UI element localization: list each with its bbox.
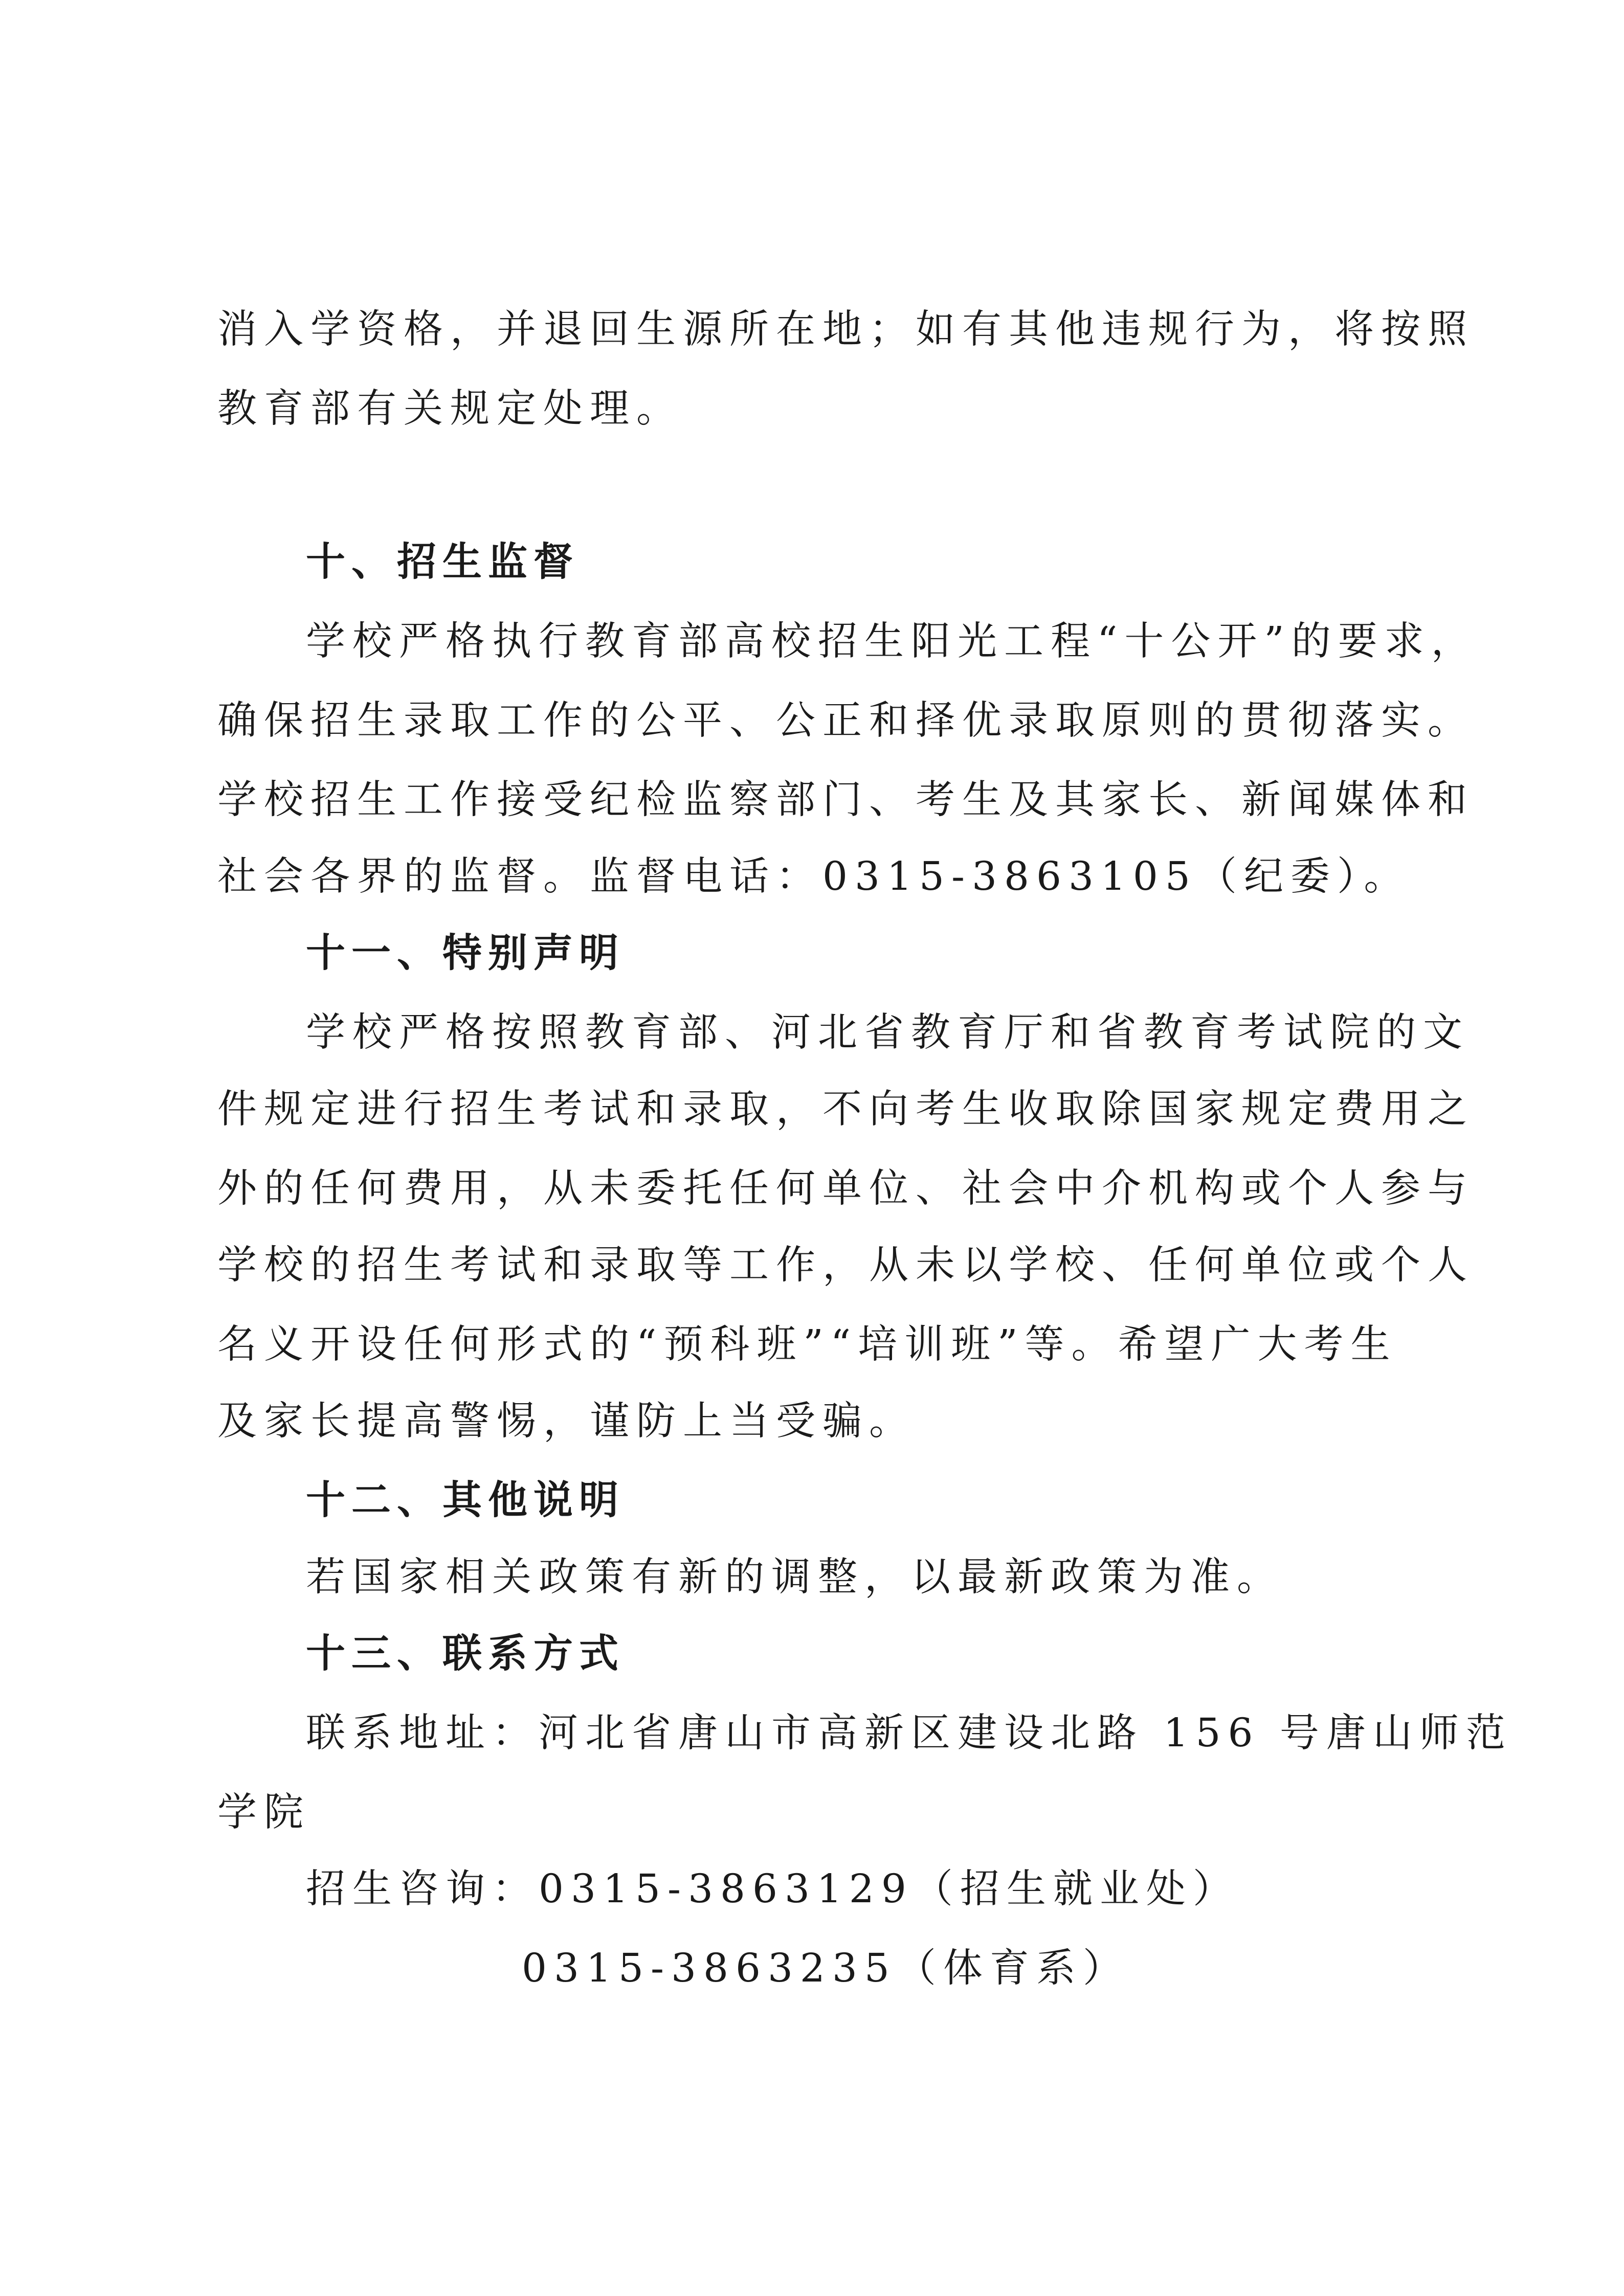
contact-address: 联系地址：河北省唐山市高新区建设北路 156 号唐山师范 bbox=[306, 1710, 1512, 1756]
paragraph-line: 学校严格执行教育部高校招生阳光工程“十公开”的要求， bbox=[306, 619, 1478, 664]
section-heading-other-notes: 十二、其他说明 bbox=[306, 1478, 625, 1523]
section-heading-contact: 十三、联系方式 bbox=[306, 1631, 625, 1677]
paragraph-line: 件规定进行招生考试和录取，不向考生收取除国家规定费用之 bbox=[217, 1087, 1474, 1132]
contact-address-cont: 学院 bbox=[217, 1790, 310, 1835]
paragraph-line: 及家长提高警惕，谨防上当受骗。 bbox=[217, 1399, 916, 1444]
paragraph-line: 消入学资格，并退回生源所在地；如有其他违规行为，将按照 bbox=[217, 307, 1474, 352]
paragraph-line: 若国家相关政策有新的调整，以最新政策为准。 bbox=[306, 1555, 1283, 1600]
section-heading-special-statement: 十一、特别声明 bbox=[306, 931, 625, 976]
contact-phone-pe-dept: 0315-3863235（体育系） bbox=[522, 1946, 1129, 1991]
paragraph-line: 社会各界的监督。监督电话：0315-3863105（纪委）。 bbox=[217, 854, 1411, 899]
paragraph-line: 学校严格按照教育部、河北省教育厅和省教育考试院的文 bbox=[306, 1010, 1470, 1055]
paragraph-line: 外的任何费用，从未委托任何单位、社会中介机构或个人参与 bbox=[217, 1166, 1474, 1211]
paragraph-line: 教育部有关规定处理。 bbox=[217, 386, 683, 432]
paragraph-line: 确保招生录取工作的公平、公正和择优录取原则的贯彻落实。 bbox=[217, 698, 1474, 744]
paragraph-line: 学校招生工作接受纪检监察部门、考生及其家长、新闻媒体和 bbox=[217, 777, 1474, 823]
paragraph-line: 名义开设任何形式的“预科班”“培训班”等。希望广大考生 bbox=[217, 1322, 1397, 1367]
paragraph-line: 学校的招生考试和录取等工作，从未以学校、任何单位或个人 bbox=[217, 1243, 1474, 1288]
contact-phone-admissions: 招生咨询：0315-3863129（招生就业处） bbox=[306, 1866, 1239, 1912]
section-heading-supervision: 十、招生监督 bbox=[306, 539, 579, 585]
